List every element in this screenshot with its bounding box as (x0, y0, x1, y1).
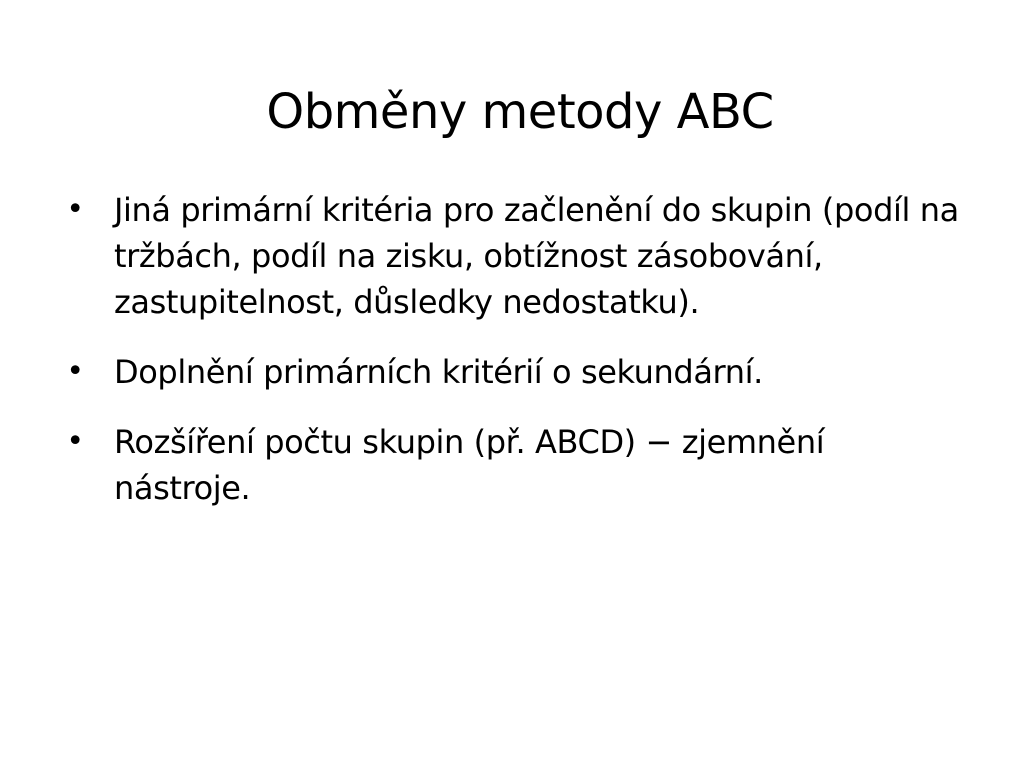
bullet-list (60, 187, 960, 535)
bullet-item (60, 349, 960, 395)
bullet-text: Jiná primární kritéria pro začlenění do skupin (podíl na tržbách, podíl na zisku, obtížnost zásobování, zastupitelnost, důsledky nedostatku). (114, 191, 959, 321)
bullet-item (60, 419, 960, 511)
bullet-icon: • (66, 192, 84, 227)
bullet-icon: • (66, 354, 84, 389)
bullet-icon: • (66, 424, 84, 459)
slide-title: Obměny metody ABC (266, 84, 774, 140)
bullet-text: Rozšíření počtu skupin (př. ABCD) − zjemnění nástroje. (114, 423, 825, 507)
bullet-item (60, 187, 960, 325)
bullet-text: Doplnění primárních kritérií o sekundární. (114, 353, 763, 391)
